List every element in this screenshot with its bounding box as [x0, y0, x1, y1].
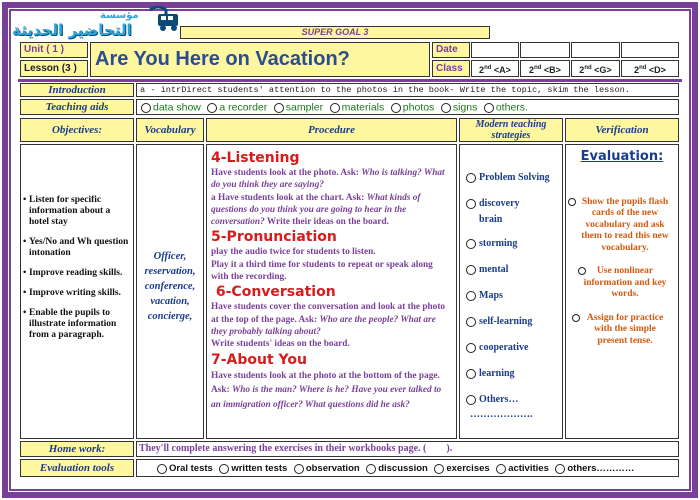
objective-item: • Listen for specific information about a hotel stay: [29, 195, 129, 228]
strategy-item[interactable]: discovery: [466, 198, 520, 209]
bus-icon: [136, 6, 180, 36]
teaching-aids-label: Teaching aids: [20, 99, 134, 115]
eval-option[interactable]: observation: [305, 463, 360, 474]
radio-icon[interactable]: [391, 103, 401, 113]
vocab-word: concierge,: [147, 311, 193, 322]
eval-option[interactable]: exercises: [446, 463, 490, 474]
date-label: Date: [432, 42, 470, 58]
unit-label: Unit ( 1 ): [20, 42, 88, 58]
step-text: Have students look at the photo. Ask: Who is talking? What do you think they are saying? a Have students look at the chart. Ask: What kinds of questions do you think you are going to hear in the conversation? Write their ideas on the board.: [211, 168, 445, 228]
evaluation-tools-label: Evaluation tools: [20, 459, 134, 477]
vocab-word: Officer,: [153, 251, 187, 262]
class-label: Class: [432, 60, 470, 77]
verification-item: Show the pupils flash cards of the new vocabulary and ask them to read this new vocabulary.: [572, 197, 672, 255]
step-heading: 7-About You: [211, 351, 307, 368]
date-cell-2[interactable]: [520, 42, 570, 58]
objectives-header: Objectives:: [20, 118, 134, 142]
radio-icon[interactable]: [441, 103, 451, 113]
aid-option[interactable]: sampler: [285, 101, 324, 114]
procedure-column: [206, 144, 457, 439]
eval-option[interactable]: activities: [508, 463, 549, 474]
radio-icon[interactable]: [434, 464, 444, 474]
objective-item: • Yes/No and Wh question intonation: [29, 237, 129, 259]
strategies-column: [459, 144, 563, 439]
step-text: play the audio twice for students to listen. Play it a third time for students to repeat or speak along with the recording.: [211, 247, 433, 283]
radio-icon[interactable]: [466, 343, 476, 353]
class-cell[interactable]: 2nd <G>: [571, 60, 620, 77]
class-cell[interactable]: 2nd <B>: [520, 60, 570, 77]
strategy-item[interactable]: self-learning: [466, 316, 532, 327]
eval-option[interactable]: Oral tests: [169, 463, 213, 474]
eval-option[interactable]: others…………: [567, 463, 635, 474]
aid-option[interactable]: photos: [402, 101, 435, 114]
radio-icon[interactable]: [466, 199, 476, 209]
objective-item: • Improve writing skills.: [29, 288, 129, 299]
radio-icon[interactable]: [294, 464, 304, 474]
radio-icon[interactable]: [330, 103, 340, 113]
vocab-word: vacation,: [150, 296, 190, 307]
strategy-item[interactable]: Problem Solving: [466, 172, 550, 183]
objective-item: • Enable the pupils to illustrate information from a paragraph.: [29, 308, 129, 341]
logo-small-text: مؤسسة: [100, 10, 139, 21]
verification-header: Verification: [565, 118, 679, 142]
strategy-item[interactable]: mental: [466, 264, 508, 275]
divider: [18, 79, 682, 82]
vocabulary-header: Vocabulary: [136, 118, 204, 142]
radio-icon[interactable]: [466, 265, 476, 275]
aid-option[interactable]: materials: [341, 101, 385, 114]
strategy-item-cont: brain: [479, 214, 503, 225]
strategy-item[interactable]: learning: [466, 368, 515, 379]
step-heading: 5-Pronunciation: [211, 229, 337, 246]
step-heading: 6-Conversation: [211, 284, 336, 301]
radio-icon[interactable]: [366, 464, 376, 474]
class-cell[interactable]: 2nd <A>: [471, 60, 519, 77]
lesson-title: Are You Here on Vacation?: [90, 42, 430, 77]
step-heading: 4-Listening: [211, 150, 300, 166]
radio-icon[interactable]: [466, 369, 476, 379]
evaluation-heading: Evaluation:: [580, 149, 664, 164]
logo: [8, 6, 180, 40]
radio-icon[interactable]: [466, 239, 476, 249]
radio-icon[interactable]: [141, 103, 151, 113]
strategy-item[interactable]: cooperative: [466, 342, 528, 353]
vocab-word: conference,: [144, 281, 196, 292]
date-cell-1[interactable]: [471, 42, 519, 58]
radio-icon[interactable]: [274, 103, 284, 113]
radio-icon[interactable]: [555, 464, 565, 474]
procedure-header: Procedure: [206, 118, 457, 142]
vocabulary-column: [136, 144, 204, 439]
aid-option[interactable]: a recorder: [219, 101, 268, 114]
radio-icon[interactable]: [484, 103, 494, 113]
introduction-label: Introduction: [20, 83, 134, 97]
date-cell-3[interactable]: [571, 42, 620, 58]
strategies-header: Modern teaching strategies: [459, 118, 563, 142]
homework-label: Home work:: [20, 441, 134, 457]
strategy-item[interactable]: storming: [466, 238, 517, 249]
radio-icon[interactable]: [466, 317, 476, 327]
aid-option[interactable]: data show: [153, 101, 201, 114]
lesson-label: Lesson (3 ): [20, 60, 88, 77]
eval-option[interactable]: written tests: [231, 463, 288, 474]
radio-icon[interactable]: [466, 173, 476, 183]
vocab-word: reservation,: [144, 266, 196, 277]
step-text: Have students look at the photo at the bottom of the page. Ask: Who is the man? Where is he? Have you ever talked to an immigration officer? What questions did he ask?: [211, 370, 442, 410]
radio-icon[interactable]: [466, 291, 476, 301]
verification-item: Assign for practice with the simple present tense.: [572, 313, 672, 348]
evaluation-tools-list: [136, 459, 679, 477]
radio-icon[interactable]: [568, 198, 576, 206]
class-cell[interactable]: 2nd <D>: [621, 60, 679, 77]
aid-option[interactable]: others.: [495, 101, 528, 114]
radio-icon[interactable]: [207, 103, 217, 113]
course-title: SUPER GOAL 3: [180, 26, 490, 39]
radio-icon[interactable]: [578, 267, 586, 275]
verification-column: [565, 144, 679, 439]
aid-option[interactable]: signs: [452, 101, 478, 114]
radio-icon[interactable]: [219, 464, 229, 474]
radio-icon[interactable]: [496, 464, 506, 474]
objective-item: • Improve reading skills.: [29, 268, 129, 279]
teaching-aids-list: [136, 99, 679, 115]
homework-text: They'll complete answering the exercises in their workbooks page. ( ).: [136, 441, 679, 457]
strategy-blank: ……………….: [470, 409, 533, 420]
verification-item: Use nonlinear information and key words.: [572, 266, 672, 301]
radio-icon[interactable]: [157, 464, 167, 474]
logo-main-text: التحاضير الحديثة: [12, 21, 132, 39]
objectives-column: [20, 144, 134, 439]
introduction-text: a - intrDirect students' attention to the photos in the book- Write the topic, skim the lesson.: [136, 83, 679, 97]
radio-icon[interactable]: [466, 395, 476, 405]
date-cell-4[interactable]: [621, 42, 679, 58]
strategy-item[interactable]: Others…: [466, 394, 518, 405]
radio-icon[interactable]: [572, 314, 580, 322]
step-text: Have students cover the conversation and look at the photo at the top of the page. Ask: Who are the people? What are they probably talking about? Write students' ideas on the board.: [211, 302, 446, 350]
strategy-item[interactable]: Maps: [466, 290, 503, 301]
eval-option[interactable]: discussion: [378, 463, 428, 474]
